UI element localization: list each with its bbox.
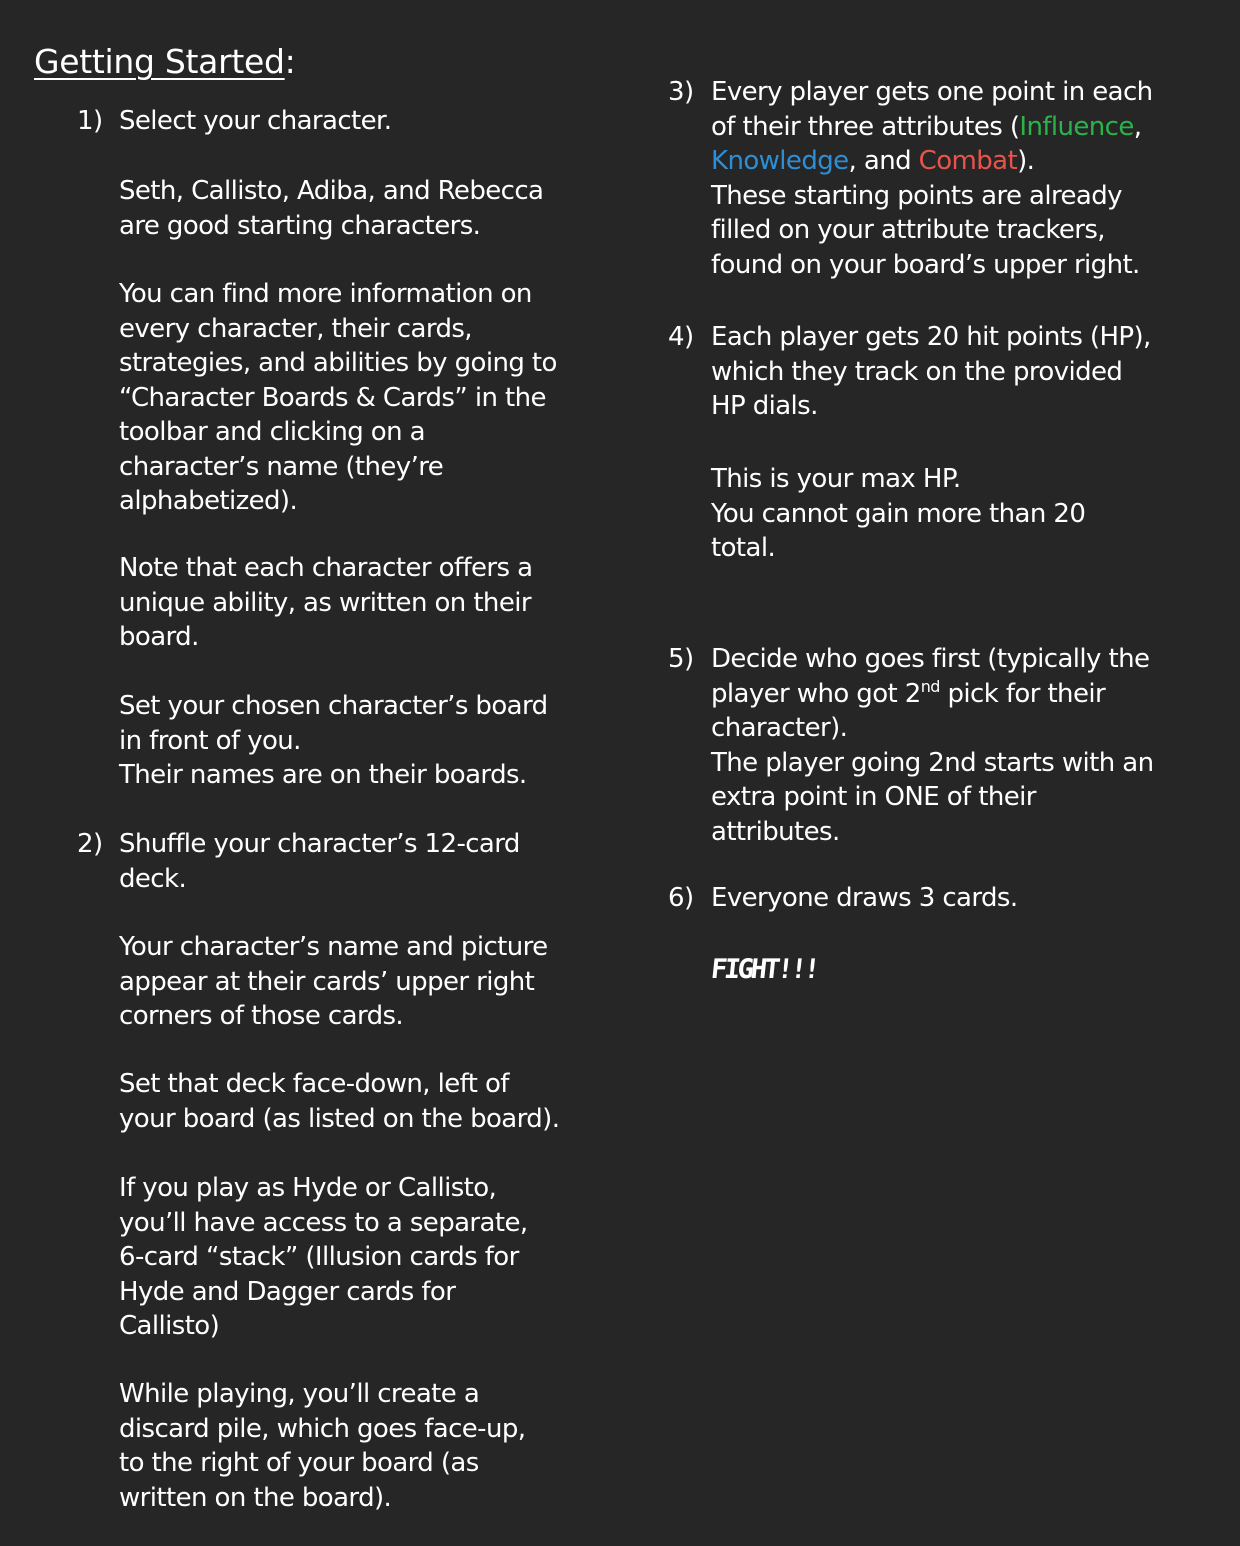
text-line: You can find more information on xyxy=(119,279,532,309)
step-3-paragraph xyxy=(711,75,1153,282)
text-line: you’ll have access to a separate, xyxy=(119,1207,528,1238)
text-line: “Character Boards & Cards” in the xyxy=(119,382,546,413)
text-line: Callisto) xyxy=(119,1311,220,1341)
text-line: toolbar and clicking on a xyxy=(119,417,425,447)
text-line: written on the board). xyxy=(119,1482,392,1513)
step-1-paragraph-4 xyxy=(119,551,532,655)
text-line: The player going 2nd starts with an xyxy=(711,747,1154,778)
page-title xyxy=(34,40,295,84)
text-segment: , and xyxy=(848,146,919,176)
step-4-paragraph-2 xyxy=(711,462,1085,566)
text-line: Everyone draws 3 cards. xyxy=(711,883,1018,913)
step-3-line-3 xyxy=(711,144,1153,179)
text-line: Seth, Callisto, Adiba, and Rebecca xyxy=(119,176,544,206)
text-line: Hyde and Dagger cards for xyxy=(119,1276,456,1307)
text-line: Their names are on their boards. xyxy=(119,760,527,790)
influence-attribute: Influence xyxy=(1019,111,1134,142)
text-line: While playing, you’ll create a xyxy=(119,1379,480,1409)
text-line: 6-card “stack” (Illusion cards for xyxy=(119,1242,519,1272)
text-line: attributes. xyxy=(711,816,840,847)
text-segment: of their three attributes ( xyxy=(711,111,1020,142)
text-line: Your character’s name and picture xyxy=(119,932,548,962)
step-5-line-2 xyxy=(711,677,1154,712)
step-number: 3) xyxy=(668,77,694,107)
text-line: every character, their cards, xyxy=(119,313,472,344)
text-line: Each player gets 20 hit points (HP), xyxy=(711,322,1151,352)
text-line: If you play as Hyde or Callisto, xyxy=(119,1173,497,1203)
page-title-colon: : xyxy=(284,42,296,81)
text-line: Shuffle your character’s 12-card xyxy=(119,829,520,859)
step-number: 5) xyxy=(668,644,694,674)
step-1-paragraph-3 xyxy=(119,277,557,519)
text-line: HP dials. xyxy=(711,391,818,421)
step-2-paragraph-4 xyxy=(119,1171,528,1344)
text-line: filled on your attribute trackers, xyxy=(711,215,1105,245)
text-line: Select your character. xyxy=(119,106,392,136)
step-5-rest xyxy=(711,711,1154,849)
text-line: board. xyxy=(119,622,199,652)
ordinal-suffix: nd xyxy=(920,676,940,696)
step-1-paragraph-1 xyxy=(119,104,391,139)
step-number: 4) xyxy=(668,322,694,352)
text-line: Note that each character offers a xyxy=(119,553,533,583)
step-5-line-1: Decide who goes first (typically the xyxy=(711,644,1150,674)
combat-attribute: Combat xyxy=(918,146,1018,176)
text-line: total. xyxy=(711,533,776,563)
text-segment: player who got 2 xyxy=(711,678,921,709)
text-line: found on your board’s upper right. xyxy=(711,249,1140,280)
text-line: deck. xyxy=(119,863,187,894)
text-line: unique ability, as written on their xyxy=(119,587,531,618)
step-2-paragraph-2 xyxy=(119,930,548,1034)
text-segment: , xyxy=(1133,111,1142,142)
text-line: These starting points are already xyxy=(711,180,1122,211)
step-1-paragraph-5 xyxy=(119,689,548,793)
text-segment: pick for their xyxy=(939,678,1106,709)
step-3-line-2 xyxy=(711,110,1153,145)
step-number: 6) xyxy=(668,883,694,913)
text-line: in front of you. xyxy=(119,725,301,756)
text-line: your board (as listed on the board). xyxy=(119,1103,560,1134)
text-line: strategies, and abilities by going to xyxy=(119,348,557,378)
text-line: are good starting characters. xyxy=(119,210,481,241)
step-2-paragraph-1 xyxy=(119,827,520,896)
text-line: appear at their cards’ upper right xyxy=(119,966,535,997)
text-line: discard pile, which goes face-up, xyxy=(119,1413,526,1444)
text-line: which they track on the provided xyxy=(711,356,1123,387)
step-3-line-1: Every player gets one point in each xyxy=(711,77,1153,107)
step-2-paragraph-3 xyxy=(119,1067,559,1136)
text-line: Set that deck face-down, left of xyxy=(119,1069,509,1099)
text-line: You cannot gain more than 20 xyxy=(711,498,1086,529)
page-title-text: Getting Started xyxy=(34,42,285,81)
text-line: Set your chosen character’s board xyxy=(119,691,548,721)
text-line: corners of those cards. xyxy=(119,1001,404,1031)
step-3-rest xyxy=(711,179,1153,283)
knowledge-attribute: Knowledge xyxy=(711,146,849,176)
step-number: 2) xyxy=(77,829,103,859)
step-6-paragraph-1 xyxy=(711,881,1018,916)
text-line: to the right of your board (as xyxy=(119,1448,479,1478)
step-1-paragraph-2 xyxy=(119,174,543,243)
text-line: extra point in ONE of their xyxy=(711,782,1036,812)
step-5-paragraph xyxy=(711,642,1154,849)
fight-callout: FIGHT!!! xyxy=(709,954,819,985)
text-segment: ). xyxy=(1017,146,1035,176)
step-number: 1) xyxy=(77,106,103,136)
text-line: character’s name (they’re xyxy=(119,451,444,482)
step-2-paragraph-5 xyxy=(119,1377,525,1515)
text-line: This is your max HP. xyxy=(711,464,961,494)
step-4-paragraph-1 xyxy=(711,320,1151,424)
text-line: alphabetized). xyxy=(119,486,298,516)
text-line: character). xyxy=(711,713,848,743)
